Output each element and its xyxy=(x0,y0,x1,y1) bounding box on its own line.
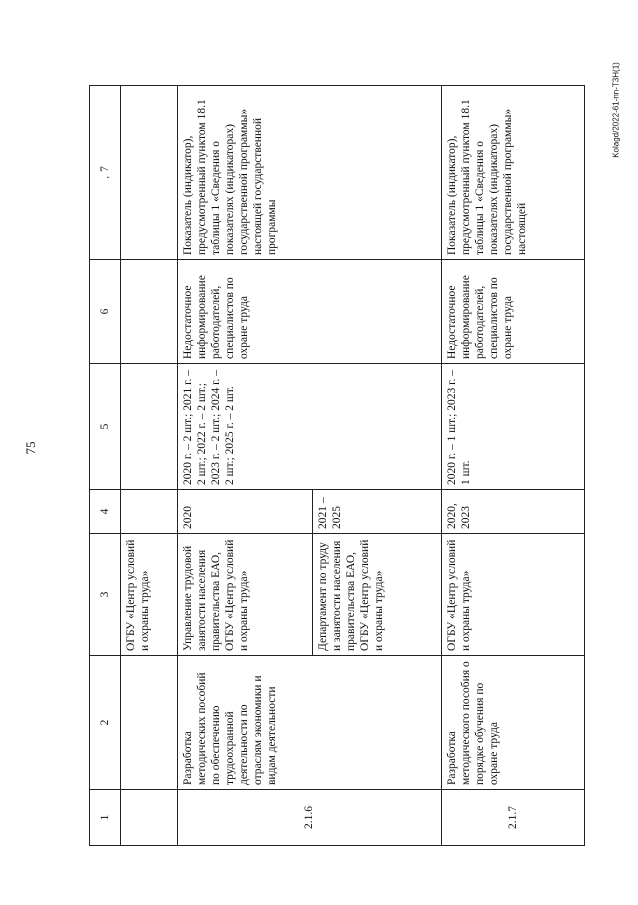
program-activities-table xyxy=(89,85,585,846)
header-col-7 xyxy=(90,86,121,260)
document-code: Kolagd/2022-61-nn-T3H(1) xyxy=(611,62,621,158)
volume: 2020 г. – 1 шт.; 2023 г. – 1 шт. xyxy=(442,364,585,490)
cont-volume-cell xyxy=(121,364,178,490)
consequence: Недостаточное информирование работодателей, специалистов по охране труда xyxy=(178,260,442,364)
cont-term-cell xyxy=(121,490,178,534)
header-col-7-label: 7 xyxy=(98,166,111,172)
cont-consequence-cell xyxy=(121,260,178,364)
table-row xyxy=(442,86,585,846)
header-row xyxy=(90,86,121,846)
continuation-row xyxy=(121,86,178,846)
row-number: 2.1.7 xyxy=(442,790,585,846)
activity-name: Разработка методического пособия о порядке обучения по охране труда xyxy=(442,656,585,790)
volume: 2020 г. – 2 шт.; 2021 г. – 2 шт.; 2022 г. – 2 шт.; 2023 г. – 2 шт.; 2024 г. – 2 шт.; 2025 г. – 2 шт. xyxy=(178,364,442,490)
activity-name: Разработка методических пособий по обеспечению трудоохранной деятельности по отраслям экономики и видам деятельности xyxy=(178,656,442,790)
row-number: 2.1.6 xyxy=(178,790,442,846)
executor: Управление трудовой занятости населения правительства ЕАО, ОГБУ «Центр условий и охраны труда» xyxy=(178,534,313,656)
table-row xyxy=(178,86,313,846)
term: 2020, 2023 xyxy=(442,490,585,534)
term: 2020 xyxy=(178,490,313,534)
header-col-1: 1 xyxy=(90,790,121,846)
indicator: Показатель (индикатор), предусмотренный пунктом 18.1 таблицы 1 «Сведения о показателях (индикаторах) государственной программы» настоящей государственной программы xyxy=(178,86,442,260)
indicator: Показатель (индикатор), предусмотренный пунктом 18.1 таблицы 1 «Сведения о показателях (индикаторах) государственной программы» настоящей xyxy=(442,86,585,260)
cont-executor-cell: ОГБУ «Центр условий и охраны труда» xyxy=(121,534,178,656)
header-col-3: 3 xyxy=(90,534,121,656)
header-col-4: 4 xyxy=(90,490,121,534)
header-col-2: 2 xyxy=(90,656,121,790)
executor: ОГБУ «Центр условий и охраны труда» xyxy=(442,534,585,656)
executor: Департамент по труду и занятости населения правительства ЕАО, ОГБУ «Центр условий и охраны труда» xyxy=(313,534,442,656)
term: 2021 – 2025 xyxy=(313,490,442,534)
page-number: 75 xyxy=(23,441,38,455)
consequence: Недостаточное информирование работодателей, специалистов по охране труда xyxy=(442,260,585,364)
cont-name-cell xyxy=(121,656,178,790)
header-col-5: 5 xyxy=(90,364,121,490)
header-mark: ‚ xyxy=(99,175,110,179)
rotated-table-container xyxy=(89,86,569,846)
cont-num-cell xyxy=(121,790,178,846)
header-col-6: 6 xyxy=(90,260,121,364)
cont-indicator-cell xyxy=(121,86,178,260)
